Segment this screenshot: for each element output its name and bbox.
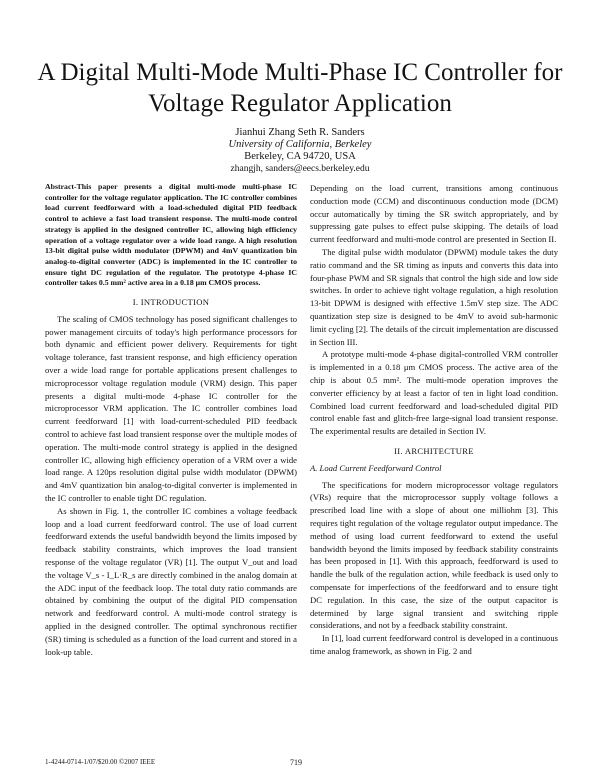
author-names: Jianhui Zhang Seth R. Sanders: [235, 127, 365, 138]
right-paragraph-3: A prototype multi-mode 4-phase digital-controlled VRM controller is implemented in a 0.18 μm CMOS process. The active area of the chip is about 0.5 mm². The multi-mode operation improves the converter efficiency by at least a factor of ten in light load condition. Combined load current feedforward and load-scheduled digital PID control enable fast and glitch-free large-signal load transient response. The experimental results are detailed in Section IV.: [310, 349, 558, 437]
author-address: Berkeley, CA 94720, USA: [244, 151, 356, 162]
right-paragraph-1: Depending on the load current, transitions among continuous conduction mode (CCM) and discontinuous conduction mode (DCM) occur automatically by timing the SR switch appropriately, and by suppressing gate pulses to effect pulse skipping. The details of load current feedforward and multi-mode control are presented in Section II.: [310, 183, 558, 245]
intro-paragraph-1: The scaling of CMOS technology has posed significant challenges to power management circuits of today's high performance processors for both dynamic and efficient power delivery. Requirements for tight voltage tolerance, fast transient response, and high efficiency operation over a wide load range for portable applications present challenges to microprocessor voltage regulation module (VRM) design. This paper presents a digital multi-mode 4-phase IC controller for the microprocessor VRM application. The IC controller combines load current feedforward [1] with load-current-scheduled PID feedback control to achieve fast load transient response over the multiple modes of operation. The multi-mode control strategy is applied in the designed controller IC, allowing high efficiency operation of a VRM over a wide load range. A 120ps resolution digital pulse width modulator (DPWM) and 4mV quantization bin analog-to-digital converter is implemented in the IC controller to enable tight DC regulation.: [45, 313, 297, 503]
left-column: [45, 182, 297, 658]
subsection-a-heading: A. Load Current Feedforward Control: [310, 462, 442, 473]
abstract: Abstract-This paper presents a digital multi-mode multi-phase IC controller for the voltage regulator application. The IC controller combines load current feedforward with a load-scheduled digital PID feedback control to achieve a fast load transient response. The multi-mode control strategy is applied in the designed controller IC, allowing high efficiency operation of a voltage regulator over a wide load range. A high resolution 13-bit digital pulse width modulator (DPWM) and 4mV quantization bin analog-to-digital converter (ADC) is implemented in the IC controller to ensure tight DC regulation of the regulator. The prototype 4-phase IC controller takes 0.5 mm² active area in a 0.18 μm CMOS process.: [45, 182, 297, 288]
title-line-2: Voltage Regulator Application: [148, 90, 452, 117]
section-2-heading: II. ARCHITECTURE: [394, 445, 474, 456]
section-1-heading: I. INTRODUCTION: [132, 297, 210, 308]
author-affiliation: University of California, Berkeley: [228, 139, 372, 150]
title-line-1: A Digital Multi-Mode Multi-Phase IC Controller for: [37, 59, 563, 86]
right-paragraph-4: The specifications for modern microprocessor voltage regulators (VRs) require that the microprocessor supply voltage follows a prescribed load line with a slope of about one milliohm [3]. This requires tight regulation of the voltage regulator output impedance. The method of using load current feedforward to extend the useful bandwidth beyond the limits imposed by feedback stability constraints has been proposed in [1]. With this approach, feedforward is used to handle the bulk of the regulation action, while feedback is used only to compensate for imperfections of the feedforward and to ensure tight DC regulation. In this case, the size of the output capacitor is determined by large signal transient and switching ripple considerations, and not by a feedback stability constraint.: [310, 479, 558, 631]
right-paragraph-2: The digital pulse width modulator (DPWM) module takes the duty ratio command and the SR timing as inputs and converts this data into four-phase PWM and SR signals that control the high side and low side switches. In order to achieve tight voltage regulation, a high resolution 13-bit DPWM is designed with effective 1.5mV step size. The ADC quantization step size is designed to be 4mV to avoid sub-harmonic limit cycling [2]. The details of the circuit implementation are discussed in Section III.: [310, 246, 558, 347]
right-column: [310, 182, 558, 658]
footer-copyright: 1-4244-0714-1/07/$20.00 ©2007 IEEE: [45, 758, 156, 766]
page-number: 719: [290, 758, 302, 767]
right-paragraph-5: In [1], load current feedforward control is developed in a continuous time analog framework, as shown in Fig. 2 and: [310, 633, 558, 656]
author-email: zhangjh, sanders@eecs.berkeley.edu: [230, 164, 370, 174]
intro-paragraph-2: As shown in Fig. 1, the controller IC combines a voltage feedback loop and a load current feedforward control. The use of load current feedforward extends the useful bandwidth beyond the limits imposed by feedback stability constraints, which improves the load transient response of the voltage regulator (VR) [1]. The output V_out and load the voltage V_s - I_L·R_s are directly combined in the analog domain at the ADC input of the feedback loop. The total duty ratio commands are obtained by combining the output of the digital PID compensation network and feedforward control. A multi-mode control strategy is applied in the designed controller. The optimal synchronous rectifier (SR) timing is scheduled as a function of the load current and stored in a look-up table.: [45, 505, 297, 657]
